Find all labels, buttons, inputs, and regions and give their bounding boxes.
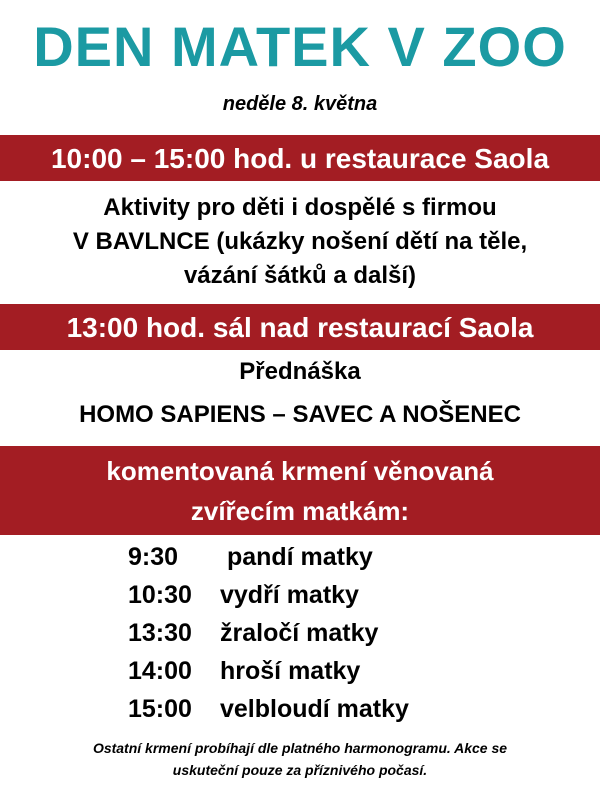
activities-line: Aktivity pro děti i dospělé s firmou <box>103 194 497 221</box>
feeding-label: pandí matky <box>220 543 373 571</box>
feeding-row <box>128 690 409 728</box>
feeding-label: velbloudí matky <box>220 695 409 723</box>
feeding-time: 15:00 <box>128 695 192 723</box>
feedings-heading-line: zvířecím matkám: <box>190 496 410 526</box>
activities-description <box>0 191 600 293</box>
feeding-row <box>128 538 409 576</box>
feeding-label: hroší matky <box>220 657 361 685</box>
lecture-label: Přednáška <box>239 358 361 385</box>
feeding-row <box>128 614 409 652</box>
feeding-time: 9:30 <box>128 543 179 571</box>
activities-line: V BAVLNCE (ukázky nošení dětí na těle, <box>72 228 528 255</box>
section-heading-feedings <box>0 446 600 535</box>
event-date: neděle 8. května <box>222 93 378 115</box>
footer-line: uskuteční pouze za příznivého počasí. <box>172 762 428 778</box>
page-title: DEN MATEK V ZOO <box>33 15 567 78</box>
section-heading-lecture: 13:00 hod. sál nad restaurací Saola <box>0 304 600 350</box>
lecture-title: HOMO SAPIENS – SAVEC A NOŠENEC <box>79 401 521 428</box>
feeding-time: 14:00 <box>128 657 192 685</box>
feeding-schedule <box>128 538 409 728</box>
activities-line: vázání šátků a další) <box>183 262 417 289</box>
feeding-row <box>128 576 409 614</box>
feeding-time: 10:30 <box>128 581 192 609</box>
feeding-time: 13:30 <box>128 619 192 647</box>
feeding-label: žraločí matky <box>220 619 379 647</box>
feedings-heading-line: komentovaná krmení věnovaná <box>106 456 494 486</box>
feeding-row <box>128 652 409 690</box>
section-heading-activities: 10:00 – 15:00 hod. u restaurace Saola <box>0 135 600 181</box>
feeding-label: vydří matky <box>220 581 359 609</box>
footer-note <box>0 737 600 781</box>
footer-line: Ostatní krmení probíhají dle platného harmonogramu. Akce se <box>92 740 508 756</box>
